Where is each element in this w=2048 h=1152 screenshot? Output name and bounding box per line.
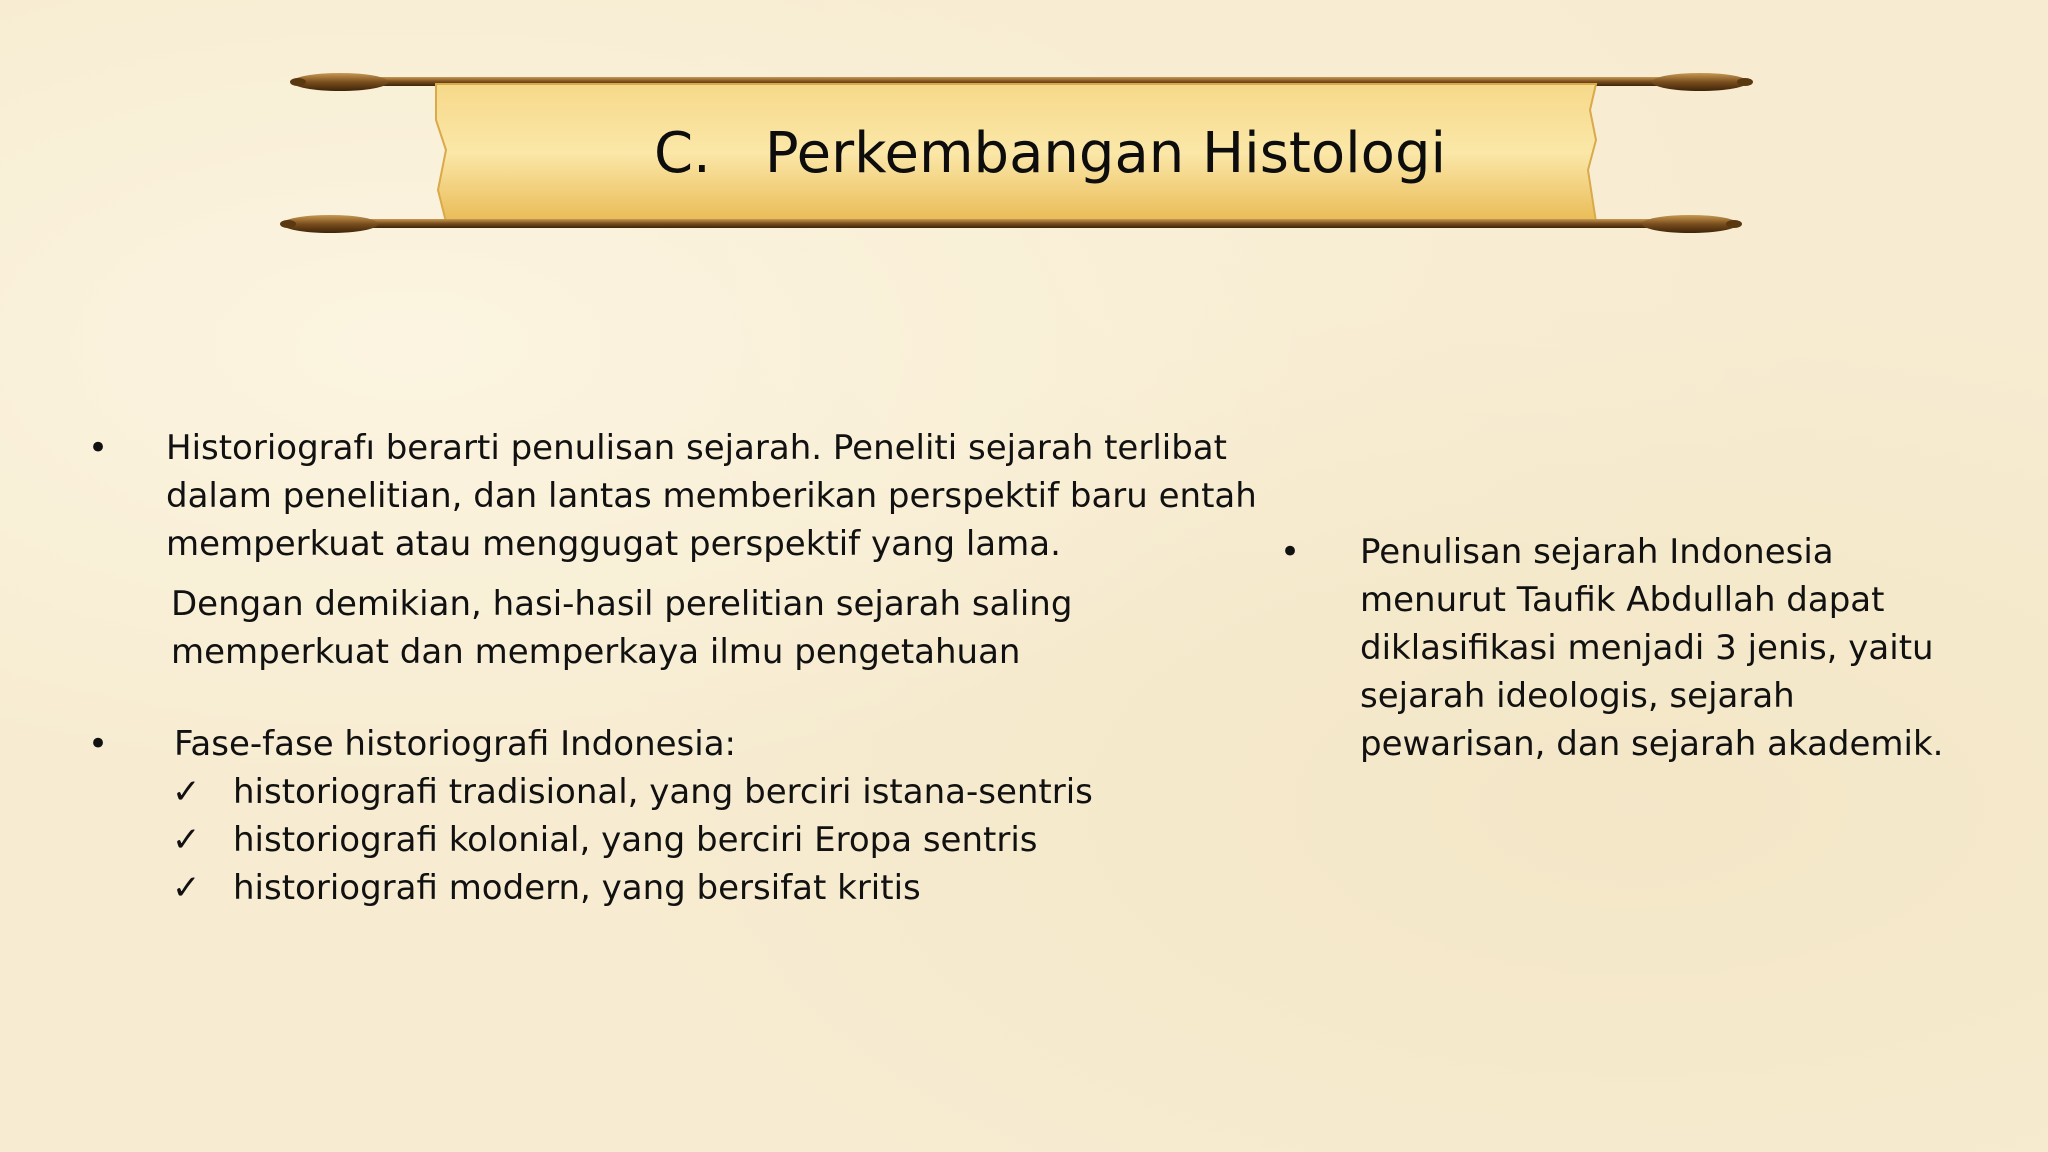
bullet-penulisan bbox=[1280, 528, 1980, 768]
list-item-text: historiografi tradisional, yang berciri istana-sentris bbox=[233, 772, 1093, 812]
bullet-text: Penulisan sejarah Indonesia menurut Taufik Abdullah dapat diklasifikasi menjadi 3 jenis, yaitu sejarah ideologis, sejarah pewarisan, dan sejarah akademik. bbox=[1360, 532, 1944, 764]
bullet-text: Historiografı berarti penulisan sejarah. Peneliti sejarah terlibat dalam penelitian, dan lantas memberikan perspektif baru entah memperkuat atau menggugat perspektif yang lama. bbox=[166, 428, 1257, 564]
right-content bbox=[1280, 528, 1980, 768]
checkmark-icon: ✓ bbox=[172, 820, 201, 860]
phase-list bbox=[172, 768, 1268, 912]
bullet-marker: • bbox=[1280, 532, 1301, 572]
bullet-fase bbox=[88, 720, 1268, 768]
list-item-text: historiografi kolonial, yang berciri Eropa sentris bbox=[233, 820, 1038, 860]
bullet-text: Fase-fase historiografi Indonesia: bbox=[174, 724, 736, 764]
bullet-marker: • bbox=[88, 428, 109, 468]
left-content bbox=[88, 424, 1268, 912]
list-item bbox=[172, 768, 1268, 816]
title-section-letter: C. bbox=[653, 121, 711, 186]
bullet-historiografi bbox=[88, 424, 1268, 568]
list-item-text: historiografi modern, yang bersifat kritis bbox=[233, 868, 921, 908]
list-item bbox=[172, 816, 1268, 864]
checkmark-icon: ✓ bbox=[172, 868, 201, 908]
title-text: Perkembangan Histologi bbox=[764, 121, 1447, 186]
bullet-marker: • bbox=[88, 724, 109, 764]
slide-title bbox=[560, 118, 1540, 190]
follow-up-paragraph: Dengan demikian, hasi-hasil perelitian sejarah saling memperkuat dan memperkaya ilmu pengetahuan bbox=[171, 584, 1073, 672]
checkmark-icon: ✓ bbox=[172, 772, 201, 812]
list-item bbox=[172, 864, 1268, 912]
